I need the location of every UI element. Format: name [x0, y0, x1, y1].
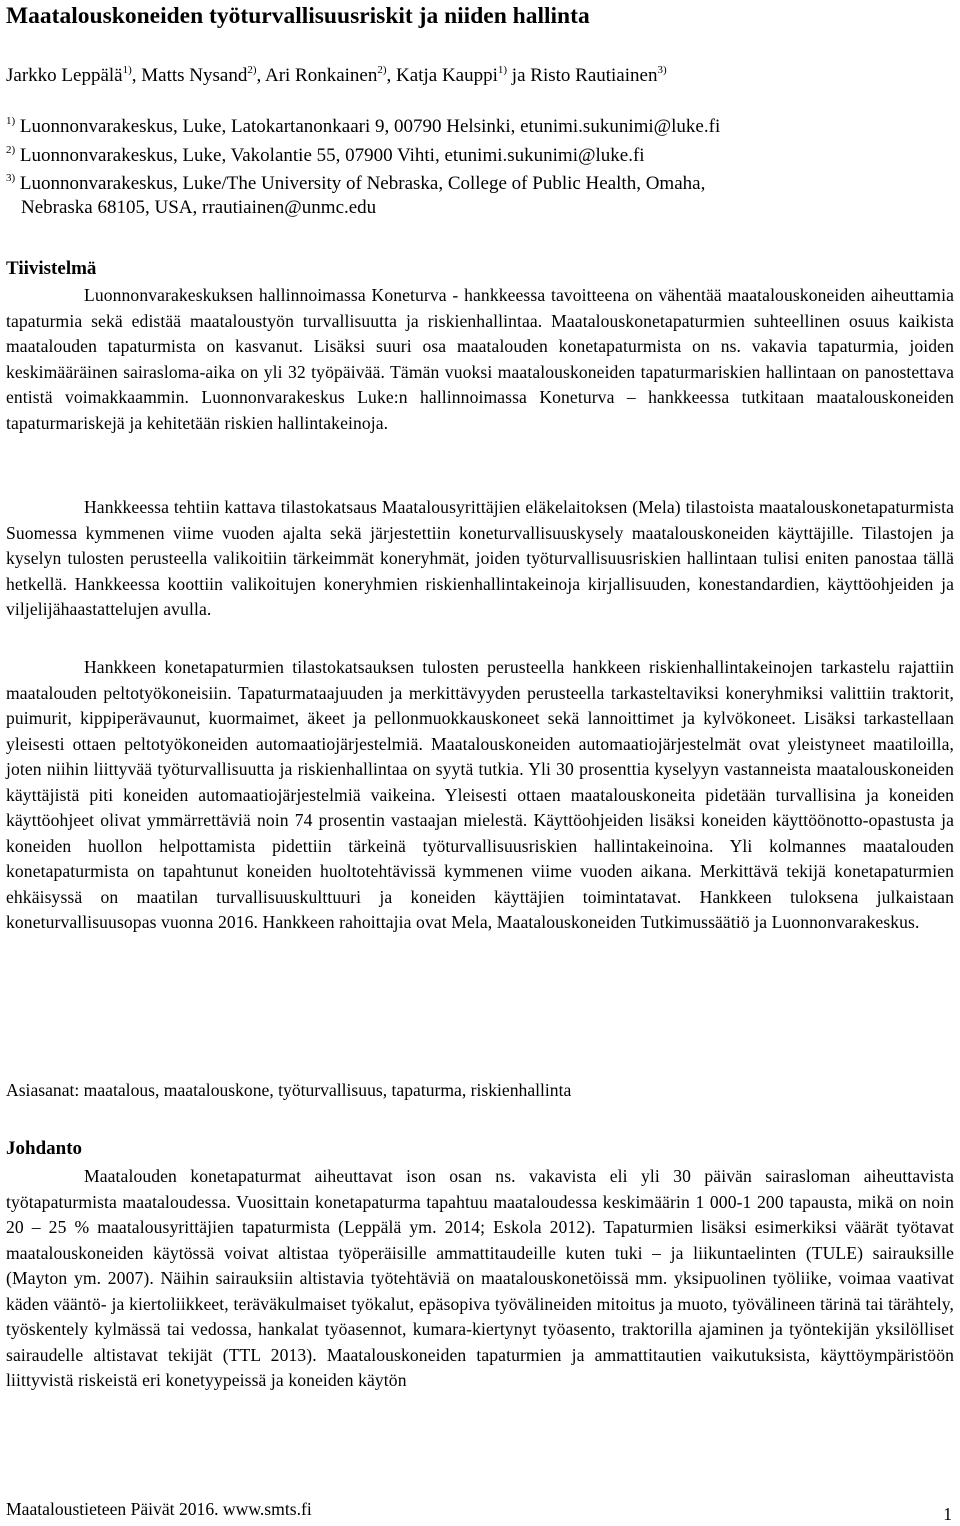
author-list: [6, 64, 956, 88]
affiliation: $^{3)}$ Luonnonvarakeskus, Luke/The University of Nebraska, College of Public Health, Omaha, Nebraska 68105, USA, rrautiainen@unmc.edu: [6, 171, 706, 218]
intro-heading: Johdanto: [6, 1138, 83, 1159]
abstract-paragraph: Hankkeessa tehtiin kattava tilastokatsaus Maatalousyrittäjien eläkelaitoksen (Mela) tilastoista maatalouskonetapaturmista Suomessa kymmenen viime vuoden ajalta sekä järjestettiin koneturvallisuuskysely maatalouskoneiden käyttäjille. Tilastojen ja kyselyn tulosten perusteella valikoitiin tärkeimmät koneryhmät, joiden työturvallisuusriskien hallintaan tulisi eniten panostaa tällä hetkellä. Hankkeessa koottiin valikoitujen koneryhmien riskienhallintakeinoja kirjallisuuden, konestandardien, käyttöohjeiden ja viljelijähaastattelujen avulla.: [6, 497, 954, 619]
intro-paragraph: Maatalouden konetapaturmat aiheuttavat ison osan ns. vakavista eli yli 30 päivän sairasloman aiheuttavista työtapaturmista maataloudessa. Vuosittain konetapaturma tapahtuu maataloudessa keskimäärin 1 000-1 200 tapausta, mikä on noin 20 – 25 % maatalousyrittäjien tapaturmista (Leppälä ym. 2014; Eskola 2012). Tapaturmien lisäksi esimerkiksi väärät työtavat maatalouskoneiden käytössä voivat altistaa työperäisille ammattitaudeille kuten tuki – ja liikuntaelinten (TULE) sairauksille (Mayton ym. 2007). Näihin sairauksiin altistavia työtehtäviä on maatalouskonetöissä mm. yksipuolinen työliike, voimaa vaativat käden vääntö- ja kiertoliikkeet, teräväkulmaiset työkalut, epäsopiva työvälineiden mitoitus ja muoto, työvälineen tärinä tai tärähtely, työskentely kylmässä tai vedossa, hankalat työasennot, kumara-kiertynyt työasento, traktorilla ajaminen ja työntekijän yksilölliset sairaudelle altistavat tekijät (TTL 2013). Maatalouskoneiden tapaturmien ja ammattitautien vaikutuksista, käyttöympäristöön liittyvistä riskeistä eri konetyypeissä ja koneiden käytön: [6, 1166, 954, 1390]
affiliation: $^{1)}$ Luonnonvarakeskus, Luke, Latokartanonkaari 9, 00790 Helsinki, etunimi.sukunimi@luke.fi: [6, 114, 721, 137]
page-number: 1: [943, 1504, 952, 1524]
author: Ari Ronkainen$^{2)}$,: [264, 63, 397, 86]
author: Jarkko Leppälä$^{1)}$,: [6, 63, 142, 86]
author: Risto Rautiainen$^{3)}$: [530, 63, 667, 86]
abstract-paragraph: Luonnonvarakeskuksen hallinnoimassa Koneturva - hankkeessa tavoitteena on vähentää maatalouskoneiden aiheuttamia tapaturmia sekä edistää maataloustyön turvallisuutta ja riskienhallintaa. Maatalouskonetapaturmien suhteellinen osuus kaikista maatalouden tapaturmista on kasvanut. Lisäksi suuri osa maatalouden konetapaturmista on ns. vakavia tapaturmia, joiden keskimääräinen sairasloma-aika on yli 32 työpäivää. Tämän vuoksi maatalouskoneiden tapaturmariskien hallintaan on panostettava entistä voimakkaammin. Luonnonvarakeskus Luke:n hallinnoimassa Koneturva – hankkeessa tutkitaan maatalouskoneiden tapaturmariskejä ja kehitetään riskien hallintakeinoja.: [6, 285, 954, 433]
author: Katja Kauppi$^{1)}$ ja: [396, 63, 531, 86]
affiliation: $^{2)}$ Luonnonvarakeskus, Luke, Vakolantie 55, 07900 Vihti, etunimi.sukunimi@luke.fi: [6, 143, 645, 166]
keywords: Asiasanat: maatalous, maatalouskone, työturvallisuus, tapaturma, riskienhallinta: [6, 1080, 572, 1100]
paper-title: Maatalouskoneiden työturvallisuusriskit ja niiden hallinta: [6, 3, 590, 29]
author: Matts Nysand$^{2)}$,: [141, 63, 265, 86]
abstract-paragraph: Hankkeen konetapaturmien tilastokatsauksen tulosten perusteella hankkeen riskienhallintakeinojen tarkastelu rajattiin maatalouden peltotyökoneisiin. Tapaturmataajuuden ja merkittävyyden perusteella tarkasteltaviksi koneryhmiksi valittiin traktorit, puimurit, kippiperävaunut, kuormaimet, äkeet ja pellonmuokkauskoneet sekä lannoittimet ja kylvökoneet. Lisäksi tarkastellaan yleisesti ottaen peltotyökoneiden automaatiojärjestelmiä. Maatalouskoneiden automaatiojärjestelmät ovat yleistyneet maatiloilla, joten niihin liittyvää työturvallisuutta ja riskienhallintaa on syytä tutkia. Yli 30 prosenttia kyselyyn vastanneista maatalouskoneiden käyttäjistä piti koneiden automaatiojärjestelmiä vaikeina. Yleisesti ottaen maatalouskoneita pidetään turvallisina ja koneiden käyttöohjeet olivat ymmärrettäviä noin 74 prosentin vastaajan mielestä. Käyttöohjeiden lisäksi koneiden käyttöönotto-opastusta ja koneiden huollon helpottamista pidettiin tärkeinä työturvallisuusriskien hallintakeinoina. Yli kolmannes maatalouden konetapaturmista on tapahtunut koneiden huoltotehtävissä kymmenen viime vuoden aikana. Merkittävä tekijä konetapaturmien ehkäisyssä on maatilan turvallisuuskulttuuri ja koneiden käyttäjien toimintatavat. Hankkeen tuloksena julkaistaan koneturvallisuusopas vuonna 2016. Hankkeen rahoittajia ovat Mela, Maatalouskoneiden Tutkimussäätiö ja Luonnonvarakeskus.: [6, 657, 954, 932]
footer-text: Maataloustieteen Päivät 2016. www.smts.fi: [6, 1499, 312, 1519]
abstract-heading: Tiivistelmä: [6, 258, 97, 279]
